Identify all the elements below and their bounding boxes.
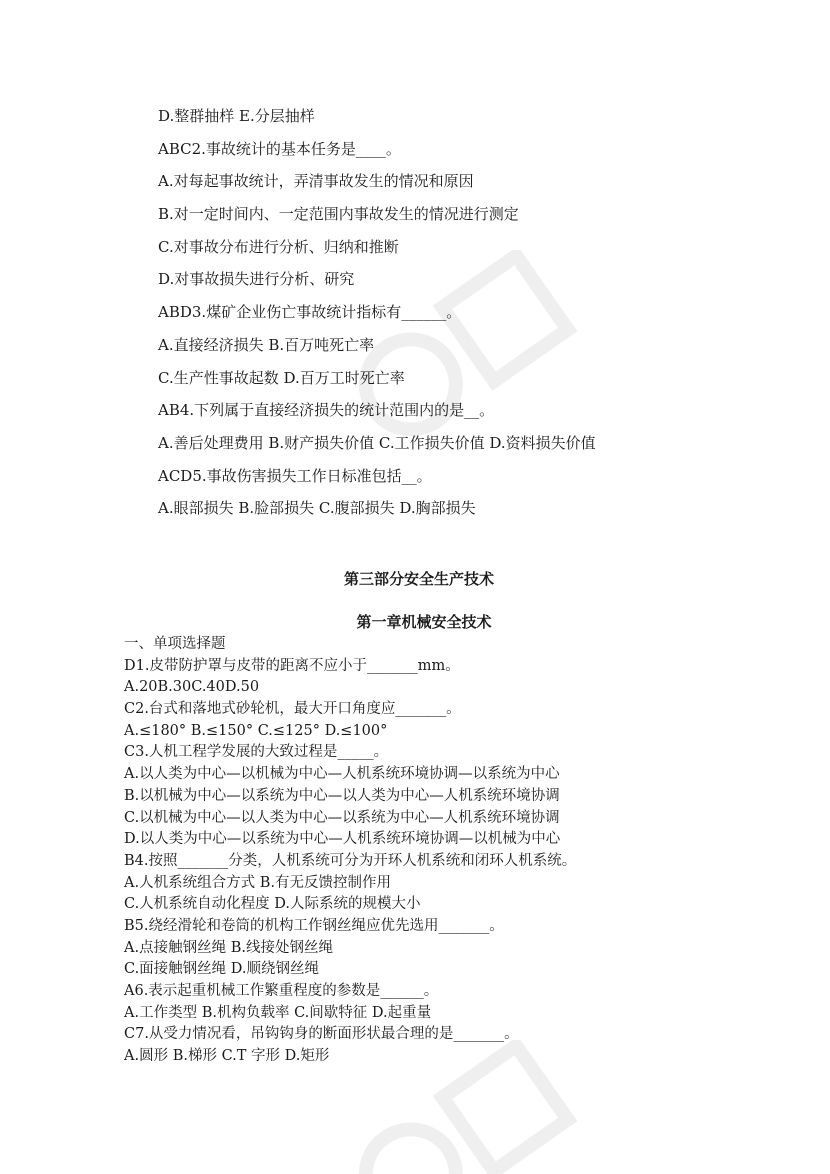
option-line: C.面接触钢丝绳 D.顺绕钢丝绳: [124, 961, 320, 978]
chapter-title-row: [0, 611, 830, 632]
option-line: B.对一定时间内、一定范围内事故发生的情况进行测定: [158, 205, 519, 224]
question-line: C2.台式和落地式砂轮机，最大开口角度应_______。: [124, 701, 461, 718]
option-line: D.对事故损失进行分析、研究: [158, 270, 355, 289]
option-line: A.眼部损失 B.脸部损失 C.腹部损失 D.胸部损失: [158, 499, 476, 518]
option-line: A.对每起事故统计，弄清事故发生的情况和原因: [158, 172, 474, 191]
part-title: 第三部分安全生产技术: [343, 570, 494, 588]
option-line: C.人机系统自动化程度 D.人际系统的规模大小: [124, 896, 421, 913]
part-title-row: [0, 568, 830, 589]
option-line: A.工作类型 B.机构负载率 C.间歇特征 D.起重量: [124, 1004, 432, 1021]
question-line: ACD5.事故伤害损失工作日标准包括__。: [158, 466, 432, 485]
question-line: B5.绕经滑轮和卷筒的机构工作钢丝绳应优先选用_______。: [124, 917, 504, 934]
question-line: AB4.下列属于直接经济损失的统计范围内的是__。: [158, 401, 495, 420]
option-line: C.对事故分布进行分析、归纳和推断: [158, 237, 399, 256]
question-line: C3.人机工程学发展的大致过程是_____。: [124, 744, 389, 761]
option-line: A.直接经济损失 B.百万吨死亡率: [158, 335, 375, 354]
option-line: A.以人类为中心—以机械为中心—人机系统环境协调—以系统为中心: [124, 766, 560, 783]
question-line: ABD3.煤矿企业伤亡事故统计指标有______。: [158, 303, 462, 322]
question-line: B4.按照_______分类，人机系统可分为开环人机系统和闭环人机系统。: [124, 852, 577, 869]
upper-question-block: [158, 104, 798, 529]
option-line: B.以机械为中心—以系统为中心—以人类为中心—人机系统环境协调: [124, 787, 560, 804]
question-line: C7.从受力情况看，吊钩钩身的断面形状最合理的是_______。: [124, 1026, 519, 1043]
option-line: A.≤180° B.≤150° C.≤125° D.≤100°: [124, 722, 388, 739]
question-line: D1.皮带防护罩与皮带的距离不应小于_______mm。: [124, 657, 460, 674]
question-line: ABC2.事故统计的基本任务是____。: [158, 139, 401, 158]
option-line: A.善后处理费用 B.财产损失价值 C.工作损失价值 D.资料损失价值: [158, 433, 596, 452]
option-line: A.20B.30C.40D.50: [124, 679, 260, 696]
chapter-title: 第一章机械安全技术: [356, 613, 492, 631]
option-line: A.人机系统组合方式 B.有无反馈控制作用: [124, 874, 391, 891]
text-line: D.整群抽样 E.分层抽样: [158, 107, 315, 125]
section-label: 一、单项选择题: [124, 636, 226, 652]
option-line: A.点接触钢丝绳 B.线接处钢丝绳: [124, 939, 333, 956]
option-line: D.以人类为中心—以系统为中心—人机系统环境协调—以机械为中心: [124, 831, 561, 848]
option-line: C.以机械为中心—以人类为中心—以系统为中心—人机系统环境协调: [124, 809, 560, 826]
option-line: A.圆形 B.梯形 C.T 字形 D.矩形: [124, 1048, 330, 1065]
question-line: A6.表示起重机械工作繁重程度的参数是______。: [124, 983, 439, 999]
lower-question-block: [124, 634, 804, 1068]
option-line: C.生产性事故起数 D.百万工时死亡率: [158, 368, 405, 387]
